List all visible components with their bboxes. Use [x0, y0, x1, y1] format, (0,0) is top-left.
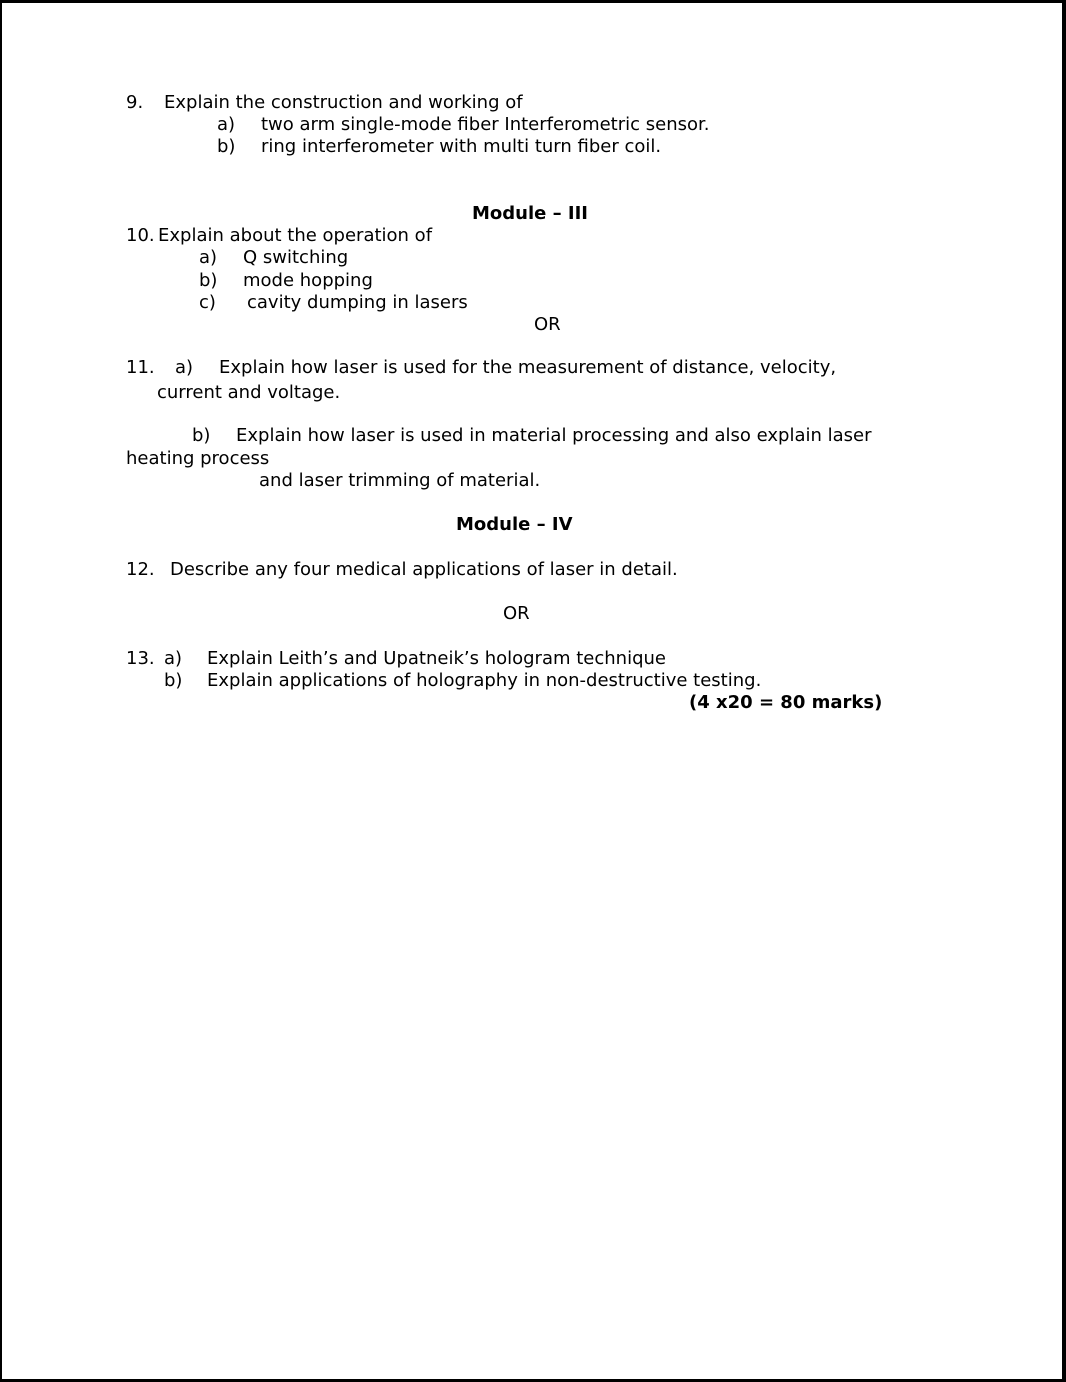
q10-stem: Explain about the operation of — [158, 225, 433, 246]
q10-part-a-text: Q switching — [243, 247, 349, 268]
q13-part-a-label: a) — [164, 648, 183, 669]
q9-number: 9. — [126, 92, 144, 113]
or-divider-1: OR — [534, 314, 561, 335]
q10-part-c-text: cavity dumping in lasers — [247, 292, 468, 313]
q13-part-b-text: Explain applications of holography in non-destructive testing. — [207, 670, 762, 691]
q9-part-a-label: a) — [217, 114, 236, 135]
q11-number: 11. — [126, 357, 155, 378]
or-divider-2: OR — [503, 603, 530, 624]
q11-part-b-label: b) — [192, 425, 211, 446]
module-4-heading: Module – IV — [456, 514, 573, 535]
q11-part-a-label: a) — [175, 357, 194, 378]
q11-part-a-line2: current and voltage. — [157, 382, 341, 403]
q10-part-b-label: b) — [199, 270, 218, 291]
q11-part-a-line1: Explain how laser is used for the measurement of distance, velocity, — [219, 357, 837, 378]
q11-part-b-line2: heating process — [126, 448, 270, 469]
q10-part-a-label: a) — [199, 247, 218, 268]
q9-part-a-text: two arm single-mode fiber Interferometric sensor. — [261, 114, 710, 135]
q9-part-b-label: b) — [217, 136, 236, 157]
q11-part-b-line3: and laser trimming of material. — [259, 470, 541, 491]
q9-part-b-text: ring interferometer with multi turn fiber coil. — [261, 136, 662, 157]
q13-part-b-label: b) — [164, 670, 183, 691]
q11-part-b-line1: Explain how laser is used in material processing and also explain laser — [236, 425, 872, 446]
q10-part-b-text: mode hopping — [243, 270, 373, 291]
q9-stem: Explain the construction and working of — [164, 92, 523, 113]
q13-number: 13. — [126, 648, 155, 669]
total-marks: (4 x20 = 80 marks) — [689, 692, 883, 713]
q12-number: 12. — [126, 559, 155, 580]
q12-text: Describe any four medical applications of laser in detail. — [170, 559, 678, 580]
q13-part-a-text: Explain Leith’s and Upatneik’s hologram technique — [207, 648, 666, 669]
module-3-heading: Module – III — [472, 203, 588, 224]
q10-part-c-label: c) — [199, 292, 216, 313]
q10-number: 10. — [126, 225, 155, 246]
